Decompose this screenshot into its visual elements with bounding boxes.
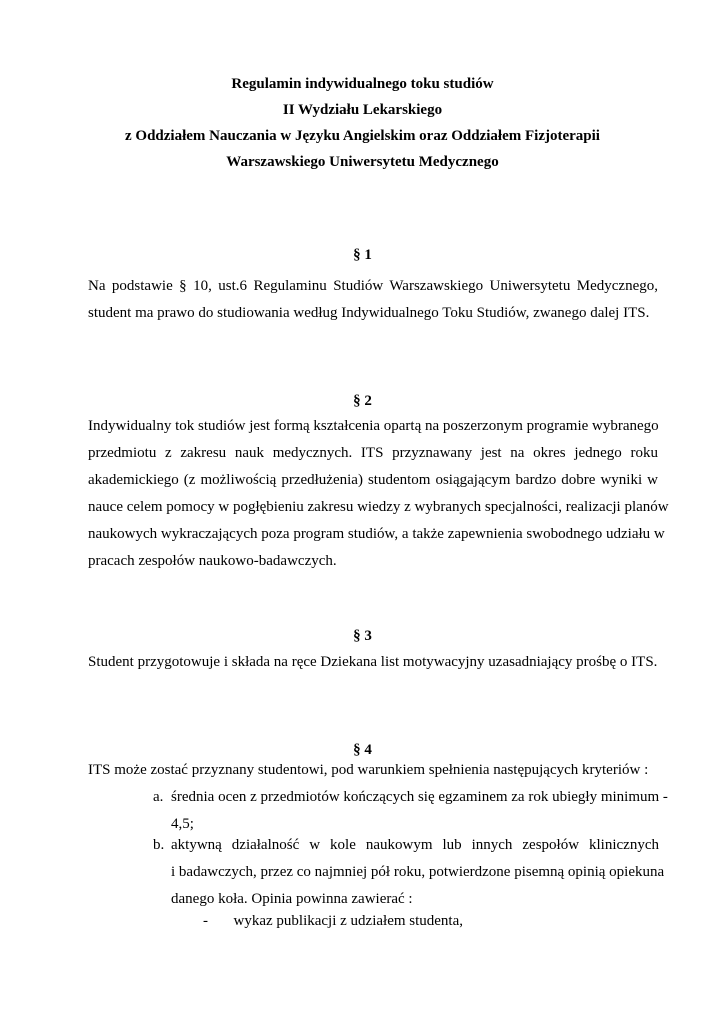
dash-marker: -: [203, 913, 208, 929]
list-item-line: aktywną działalność w kole naukowym lub innych zespołów klinicznych: [171, 837, 659, 853]
section-2-text: [88, 413, 669, 575]
title-line-2: II Wydziału Lekarskiego: [282, 102, 443, 118]
section-1-text: [88, 273, 658, 327]
list-item-line: i badawczych, przez co najmniej pół roku, potwierdzone pisemną opinią opiekuna: [171, 864, 665, 880]
section-2-line: nauce celem pomocy w pogłębieniu zakresu wiedzy z wybranych specjalności, realizacji planów: [88, 499, 669, 515]
list-item-b: [153, 832, 665, 913]
section-4-intro-line: ITS może zostać przyznany studentowi, pod warunkiem spełnienia następujących kryteriów :: [88, 762, 649, 778]
section-1-line: student ma prawo do studiowania według Indywidualnego Toku Studiów, zwanego dalej ITS.: [88, 305, 650, 321]
list-item-body: [171, 784, 668, 838]
section-2-line: naukowych wykraczających poza program studiów, a także zapewnienia swobodnego udziału w: [88, 526, 665, 542]
section-3-line: Student przygotowuje i składa na ręce Dziekana list motywacyjny uzasadniający prośbę o ITS.: [88, 654, 658, 670]
section-2-line: akademickiego (z możliwością przedłużenia) studentom osiągającym bardzo dobre wyniki w: [88, 472, 658, 488]
section-4-heading: § 4: [353, 742, 372, 758]
section-3-text: [88, 649, 658, 676]
list-marker: b.: [153, 837, 165, 853]
title-line-3: z Oddziałem Nauczania w Języku Angielskim oraz Oddziałem Fizjoterapii: [125, 128, 600, 144]
dash-subitem-text: wykaz publikacji z udziałem studenta,: [233, 913, 464, 929]
section-2-heading: § 2: [353, 393, 372, 409]
section-4-intro: [88, 757, 658, 784]
title-line-4: Warszawskiego Uniwersytetu Medycznego: [226, 154, 499, 170]
list-item-line: średnia ocen z przedmiotów kończących się egzaminem za rok ubiegły minimum -: [171, 789, 668, 805]
list-item-line: danego koła. Opinia powinna zawierać :: [171, 891, 413, 907]
section-1-line: Na podstawie § 10, ust.6 Regulaminu Studiów Warszawskiego Uniwersytetu Medycznego,: [88, 278, 658, 294]
section-2-line: przedmiotu z zakresu nauk medycznych. ITS przyznawany jest na okres jednego roku: [88, 445, 658, 461]
section-3-heading: § 3: [353, 628, 372, 644]
section-1-heading: § 1: [353, 247, 372, 263]
list-item-line: 4,5;: [171, 816, 194, 832]
document-title: [0, 71, 725, 175]
dash-subitem: [203, 908, 463, 935]
list-marker: a.: [153, 789, 164, 805]
section-2-line: pracach zespołów naukowo-badawczych.: [88, 553, 337, 569]
title-line-1: Regulamin indywidualnego toku studiów: [231, 76, 494, 92]
section-2-line: Indywidualny tok studiów jest formą kształcenia opartą na poszerzonym programie wybranego: [88, 418, 659, 434]
list-item-body: [171, 832, 665, 913]
list-item-a: [153, 784, 668, 838]
